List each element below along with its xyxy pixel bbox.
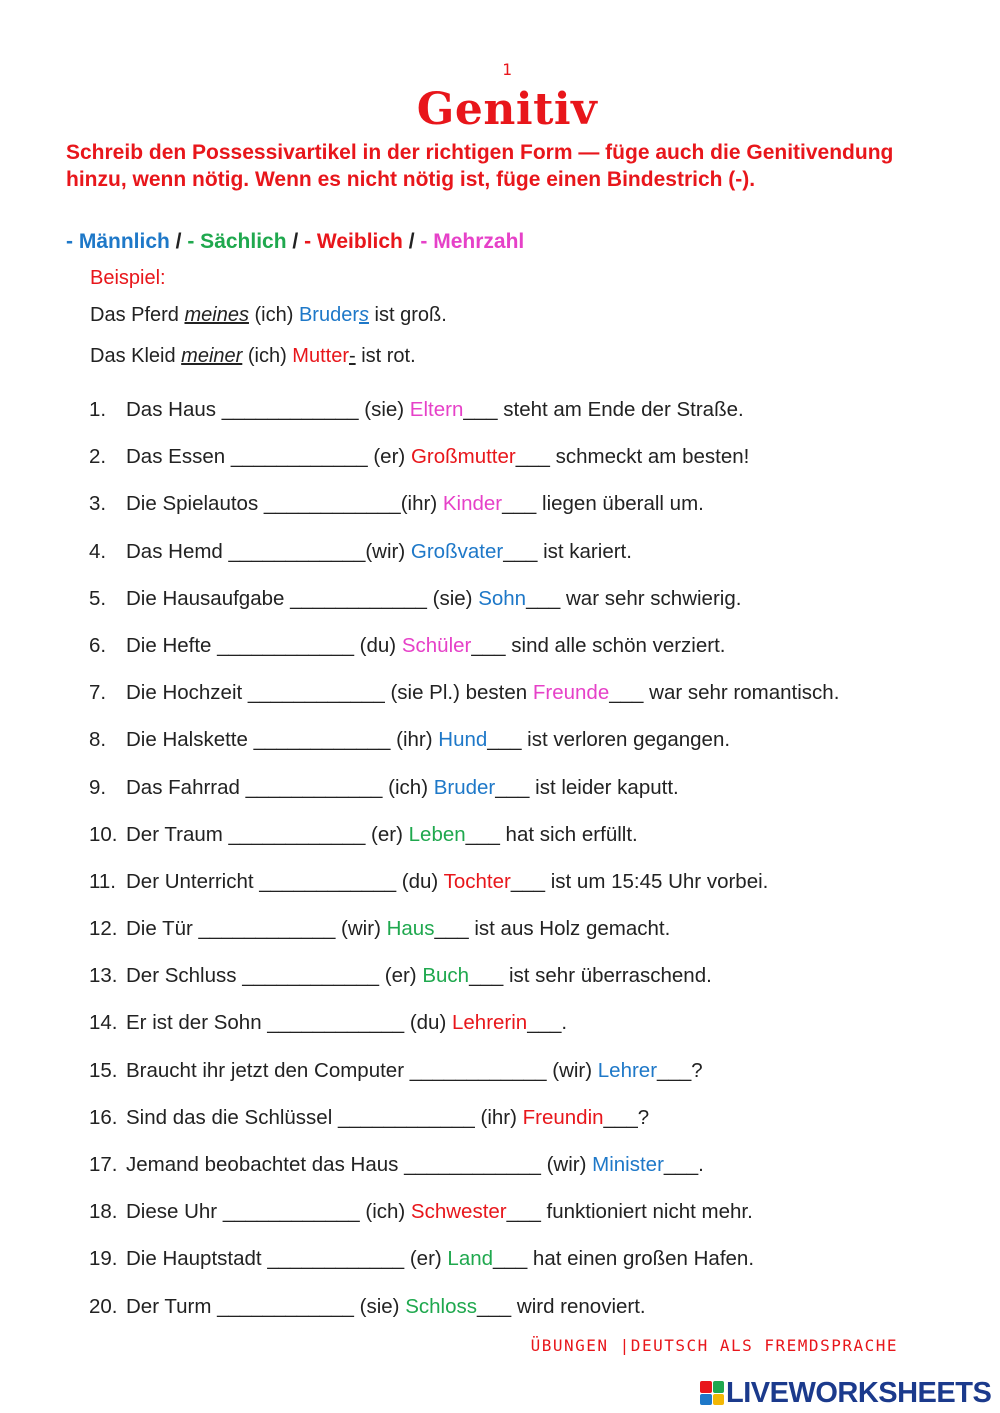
answer-blank[interactable]: ____________: [263, 492, 401, 516]
example-ending: -: [348, 345, 356, 367]
exercise-noun: Eltern: [409, 398, 464, 421]
exercise-pronoun: (wir): [540, 1153, 593, 1176]
exercise-text-after: ___ ist um 15:45 Uhr vorbei.: [510, 869, 769, 893]
example-article: meiner: [181, 345, 243, 367]
exercise-text-before: Sind das die Schlüssel: [126, 1105, 338, 1129]
page-number: 1: [502, 60, 512, 79]
exercise-item: [0, 860, 1000, 907]
exercise-number: 8.: [89, 728, 107, 752]
exercise-sentence: [126, 870, 768, 894]
exercise-pronoun: (wir): [335, 917, 387, 941]
exercise-noun: Großmutter: [410, 445, 516, 469]
exercise-pronoun: (wir): [365, 539, 411, 563]
exercise-pronoun: (sie): [358, 398, 410, 421]
exercise-number: 14.: [89, 1011, 118, 1035]
example-noun: Bruder: [298, 304, 359, 326]
exercise-number: 10.: [89, 822, 118, 846]
exercise-noun: Lehrer: [597, 1058, 658, 1082]
exercise-text-after: ___.: [527, 1011, 568, 1035]
exercise-noun: Schüler: [401, 633, 472, 657]
exercise-sentence: [126, 728, 730, 752]
exercise-text-after: ___ liegen überall um.: [502, 492, 704, 516]
exercise-noun: Lehrerin: [451, 1011, 528, 1035]
exercise-noun: Bruder: [433, 775, 496, 799]
exercise-pronoun: (ihr): [390, 728, 439, 752]
exercise-text-before: Das Hemd: [126, 539, 229, 563]
exercise-text-after: ___?: [603, 1105, 650, 1129]
exercise-pronoun: (er): [367, 445, 411, 469]
exercise-text-before: Der Turm: [126, 1294, 218, 1318]
gender-legend: [66, 230, 524, 254]
exercise-text-after: ___ ist sehr überraschend.: [469, 964, 712, 988]
exercise-item: [0, 624, 1000, 671]
example-noun: Mutter: [292, 345, 349, 367]
exercise-text-before: Diese Uhr: [126, 1200, 223, 1224]
exercise-item: [0, 482, 1000, 529]
exercise-item: [0, 954, 1000, 1001]
exercise-item: [0, 1143, 1000, 1190]
exercise-text-after: ___.: [663, 1153, 704, 1176]
exercise-noun: Sohn: [478, 586, 527, 610]
exercise-sentence: [126, 1059, 703, 1083]
example-text: ist groß.: [369, 304, 447, 326]
answer-blank[interactable]: ____________: [247, 681, 385, 705]
exercise-text-before: Der Schluss: [126, 964, 243, 988]
exercise-noun: Schloss: [405, 1294, 477, 1318]
answer-blank[interactable]: ____________: [222, 1200, 360, 1224]
exercise-number: 18.: [89, 1200, 118, 1224]
exercise-number: 11.: [89, 869, 116, 893]
example-text: Das Pferd: [90, 304, 185, 326]
answer-blank[interactable]: ____________: [267, 1011, 405, 1035]
exercise-item: [0, 1096, 1000, 1143]
exercise-text-after: ___ ist leider kaputt.: [495, 775, 679, 799]
example-article: meines: [184, 304, 249, 326]
exercise-item: [0, 435, 1000, 482]
exercise-item: [0, 671, 1000, 718]
exercise-text-before: Er ist der Sohn: [126, 1011, 268, 1035]
exercise-pronoun: (er): [379, 964, 423, 988]
exercise-text-before: Jemand beobachtet das Haus: [126, 1153, 405, 1176]
brand-logo[interactable]: [700, 1378, 991, 1408]
example-ending: s: [359, 304, 369, 326]
exercise-item: [0, 1001, 1000, 1048]
exercise-number: 1.: [89, 398, 107, 421]
answer-blank[interactable]: ____________: [198, 917, 336, 941]
exercise-text-after: ___ hat sich erfüllt.: [465, 822, 638, 846]
exercise-list: [0, 388, 1000, 1332]
page-title: Genitiv: [416, 84, 598, 135]
legend-separator: /: [286, 230, 305, 253]
exercise-pronoun: (du): [396, 869, 444, 893]
answer-blank[interactable]: ____________: [253, 728, 391, 752]
exercise-pronoun: (ihr): [474, 1105, 523, 1129]
exercise-noun: Haus: [386, 917, 435, 941]
exercise-text-after: ___ ist aus Holz gemacht.: [434, 917, 671, 941]
logo-square: [713, 1381, 725, 1393]
exercise-pronoun: (ich): [382, 775, 434, 799]
answer-blank[interactable]: ____________: [290, 586, 427, 610]
footer-text: ÜBUNGEN |DEUTSCH ALS FREMDSPRACHE: [530, 1336, 898, 1355]
answer-blank[interactable]: ____________: [404, 1153, 541, 1176]
exercise-number: 16.: [89, 1105, 118, 1129]
legend-separator: /: [169, 230, 188, 253]
exercise-text-after: ___ hat einen großen Hafen.: [493, 1247, 755, 1271]
example-pronoun: (ich): [248, 304, 299, 326]
exercise-pronoun: (du): [404, 1011, 452, 1035]
legend-masculine: - Männlich: [66, 230, 170, 253]
exercise-pronoun: (sie): [426, 586, 479, 610]
exercise-text-before: Die Halskette: [126, 728, 254, 752]
example-pronoun: (ich): [242, 345, 293, 367]
answer-blank[interactable]: ____________: [228, 822, 366, 846]
exercise-sentence: [126, 1106, 649, 1130]
exercise-item: [0, 718, 1000, 765]
example-line-2: [90, 345, 416, 368]
exercise-number: 5.: [89, 586, 107, 610]
liveworksheets-logo-icon: [700, 1381, 724, 1405]
exercise-number: 12.: [89, 917, 118, 941]
exercise-pronoun: (wir): [546, 1058, 598, 1082]
exercise-sentence: [126, 964, 712, 988]
exercise-sentence: [126, 634, 725, 658]
exercise-noun: Minister: [592, 1153, 664, 1176]
example-text: Das Kleid: [90, 345, 182, 367]
exercise-noun: Großvater: [410, 539, 504, 563]
exercise-sentence: [126, 1295, 646, 1319]
exercise-pronoun: (sie): [353, 1294, 406, 1318]
exercise-text-before: Die Tür: [126, 917, 199, 941]
exercise-sentence: [126, 681, 839, 705]
exercise-sentence: [126, 917, 670, 941]
answer-blank[interactable]: ____________: [230, 445, 368, 469]
exercise-text-before: Die Hefte: [126, 633, 218, 657]
logo-square: [713, 1394, 725, 1406]
exercise-sentence: [126, 1153, 704, 1177]
exercise-text-before: Der Traum: [126, 822, 229, 846]
exercise-text-after: ___ war sehr romantisch.: [609, 681, 840, 705]
exercise-sentence: [126, 398, 744, 422]
exercise-item: [0, 1237, 1000, 1284]
answer-blank[interactable]: ____________: [217, 1294, 354, 1318]
exercise-text-after: ___ ist verloren gegangen.: [487, 728, 731, 752]
exercise-item: [0, 530, 1000, 577]
exercise-number: 17.: [89, 1153, 118, 1176]
exercise-noun: Land: [447, 1247, 494, 1271]
answer-blank[interactable]: ____________: [228, 539, 366, 563]
exercise-sentence: [126, 492, 704, 516]
answer-blank[interactable]: ____________: [259, 869, 397, 893]
answer-blank[interactable]: ____________: [409, 1058, 547, 1082]
exercise-pronoun: (ich): [359, 1200, 411, 1224]
exercise-text-before: Die Hausaufgabe: [126, 586, 291, 610]
example-text: ist rot.: [355, 345, 416, 367]
answer-blank[interactable]: ____________: [242, 964, 380, 988]
answer-blank[interactable]: ____________: [245, 775, 383, 799]
exercise-noun: Tochter: [443, 869, 511, 893]
answer-blank[interactable]: ____________: [221, 398, 359, 421]
exercise-number: 4.: [89, 539, 107, 563]
legend-feminine: - Weiblich: [304, 230, 403, 253]
exercise-noun: Leben: [408, 822, 466, 846]
exercise-pronoun: (er): [365, 822, 409, 846]
exercise-text-after: ___ sind alle schön verziert.: [471, 633, 726, 657]
exercise-text-before: Braucht ihr jetzt den Computer: [126, 1058, 410, 1082]
answer-blank[interactable]: ____________: [267, 1247, 405, 1271]
exercise-noun: Freunde: [532, 681, 610, 705]
exercise-pronoun: (er): [404, 1247, 448, 1271]
exercise-number: 20.: [89, 1294, 118, 1318]
example-label: Beispiel:: [90, 267, 166, 289]
exercise-item: [0, 907, 1000, 954]
exercise-text-after: ___ wird renoviert.: [476, 1294, 646, 1318]
exercise-noun: Hund: [438, 728, 488, 752]
answer-blank[interactable]: ____________: [217, 633, 354, 657]
exercise-text-before: Die Hauptstadt: [126, 1247, 268, 1271]
answer-blank[interactable]: ____________: [337, 1105, 475, 1129]
exercise-sentence: [126, 823, 638, 847]
exercise-item: [0, 1049, 1000, 1096]
exercise-sentence: [126, 445, 749, 469]
exercise-text-after: ___ steht am Ende der Straße.: [463, 398, 744, 421]
legend-separator: /: [402, 230, 421, 253]
exercise-text-after: ___ war sehr schwierig.: [526, 586, 742, 610]
logo-square: [700, 1381, 712, 1393]
exercise-item: [0, 766, 1000, 813]
exercise-text-after: ___?: [657, 1058, 703, 1082]
exercise-pronoun: (ihr): [400, 492, 443, 516]
exercise-pronoun: (sie Pl.) besten: [384, 681, 533, 705]
legend-neuter: - Sächlich: [187, 230, 287, 253]
exercise-sentence: [126, 1247, 754, 1271]
exercise-noun: Freundin: [522, 1105, 604, 1129]
exercise-noun: Buch: [422, 964, 470, 988]
exercise-item: [0, 813, 1000, 860]
instruction-text: Schreib den Possessivartikel in der richtigen Form — füge auch die Genitivendung hinzu, wenn nötig. Wenn es nicht nötig ist, füge einen Bindestrich (-).: [66, 141, 894, 191]
exercise-text-after: ___ schmeckt am besten!: [515, 445, 750, 469]
exercise-sentence: [126, 1200, 753, 1224]
exercise-number: 9.: [89, 775, 107, 799]
example-line-1: [90, 304, 447, 327]
exercise-number: 19.: [89, 1247, 118, 1271]
exercise-text-before: Das Haus: [126, 398, 222, 421]
exercise-pronoun: (du): [353, 633, 402, 657]
exercise-sentence: [126, 776, 679, 800]
exercise-item: [0, 1285, 1000, 1332]
exercise-text-before: Die Hochzeit: [126, 681, 248, 705]
exercise-sentence: [126, 540, 632, 564]
logo-square: [700, 1394, 712, 1406]
exercise-noun: Kinder: [442, 492, 503, 516]
exercise-noun: Schwester: [410, 1200, 507, 1224]
exercise-number: 13.: [89, 964, 118, 988]
exercise-sentence: [126, 587, 741, 611]
brand-name: LIVEWORKSHEETS: [726, 1376, 992, 1409]
exercise-text-before: Das Fahrrad: [126, 775, 246, 799]
exercise-text-before: Die Spielautos: [126, 492, 264, 516]
exercise-number: 6.: [89, 633, 107, 657]
legend-plural: - Mehrzahl: [420, 230, 525, 253]
exercise-item: [0, 577, 1000, 624]
exercise-number: 15.: [89, 1058, 118, 1082]
exercise-text-before: Der Unterricht: [126, 869, 260, 893]
exercise-item: [0, 1190, 1000, 1237]
exercise-text-after: ___ ist kariert.: [503, 539, 632, 563]
exercise-text-before: Das Essen: [126, 445, 231, 469]
exercise-text-after: ___ funktioniert nicht mehr.: [506, 1200, 753, 1224]
exercise-sentence: [126, 1011, 567, 1035]
exercise-number: 3.: [89, 492, 107, 516]
exercise-item: [0, 388, 1000, 435]
exercise-number: 7.: [89, 681, 107, 705]
exercise-number: 2.: [89, 445, 107, 469]
